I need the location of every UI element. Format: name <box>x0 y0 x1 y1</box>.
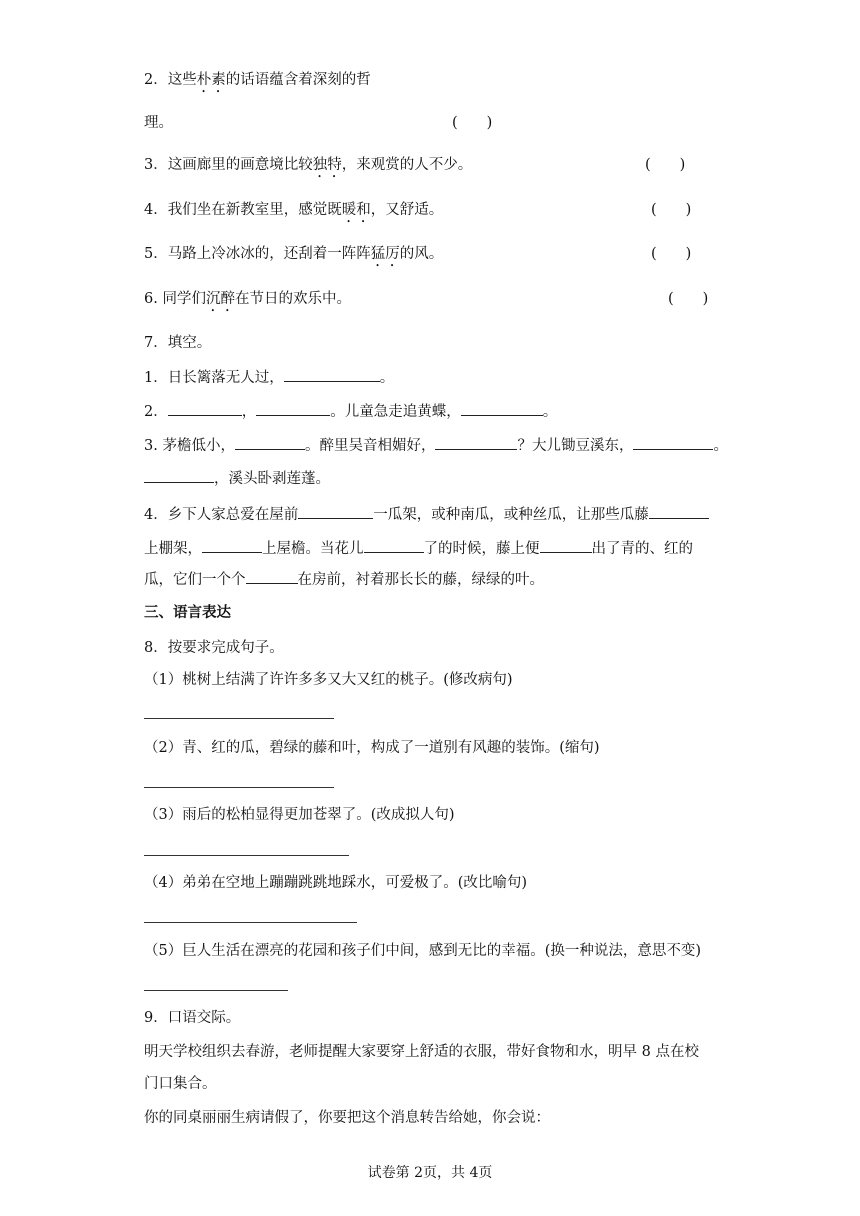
question-9-text: 明天学校组织去春游，老师提醒大家要穿上舒适的衣服，带好食物和水，明早 8 点在校 <box>144 1044 699 1060</box>
answer-parentheses[interactable]: ( ) <box>668 291 709 307</box>
question-3: 3．这画廊里的画意境比较独特，来观赏的人不少。 <box>144 157 473 173</box>
fill-line-2: 2． ， 。儿童急走追黄蝶， 。 <box>144 400 557 422</box>
answer-line[interactable] <box>144 922 357 923</box>
sentence-task-2: （2）青、红的瓜，碧绿的藤和叶，构成了一道别有风趣的装饰。(缩句) <box>144 740 600 756</box>
question-9-prompt: 你的同桌丽丽生病请假了，你要把这个消息转告给她，你会说： <box>144 1110 550 1126</box>
sentence-task-3: （3）雨后的松柏显得更加苍翠了。(改成拟人句) <box>144 807 455 823</box>
question-4: 4．我们坐在新教室里，感觉既暖和，又舒适。 <box>144 202 444 218</box>
answer-line[interactable] <box>144 855 349 856</box>
question-9-text: 门口集合。 <box>144 1076 217 1092</box>
emphasis-word: 独特 <box>312 157 342 173</box>
blank[interactable] <box>435 434 517 450</box>
sentence-task-5: （5）巨人生活在漂亮的花园和孩子们中间，感到无比的幸福。(换一种说法，意思不变) <box>144 943 702 959</box>
fill-line-6: 瓜，它们一个个 在房前，衬着那长长的藤，绿绿的叶。 <box>144 568 544 590</box>
blank[interactable] <box>461 400 543 416</box>
answer-line[interactable] <box>144 990 288 991</box>
fill-line-3: 3. 茅檐低小， 。醉里吴音相媚好， ？大儿锄豆溪东， 。 <box>144 434 728 456</box>
emphasis-word: 朴素 <box>196 72 226 88</box>
blank[interactable] <box>540 537 592 553</box>
question-2-continued: 理。 <box>144 115 173 131</box>
blank[interactable] <box>649 503 709 519</box>
section-heading: 三、语言表达 <box>144 604 231 621</box>
blank[interactable] <box>202 537 262 553</box>
fill-line-1: 1．日长篱落无人过， 。 <box>144 366 394 388</box>
question-6: 6. 同学们沉醉在节日的欢乐中。 <box>144 291 351 307</box>
answer-parentheses[interactable]: ( ) <box>651 246 692 262</box>
blank[interactable] <box>633 434 713 450</box>
fill-line-5: 上棚架， 上屋檐。当花儿 了的时候，藤上便 出了青的、红的 <box>144 537 693 559</box>
question-9-title: 9．口语交际。 <box>144 1010 241 1026</box>
page-footer: 试卷第 2页，共 4页 <box>367 1165 493 1181</box>
blank[interactable] <box>298 503 373 519</box>
sentence-task-1: （1）桃树上结满了许许多多又大又红的桃子。(修改病句) <box>144 672 513 688</box>
fill-line-3b: ，溪头卧剥莲蓬。 <box>144 467 330 489</box>
sentence-task-4: （4）弟弟在空地上蹦蹦跳跳地踩水，可爱极了。(改比喻句) <box>144 875 528 891</box>
fill-line-4: 4．乡下人家总爱在屋前 一瓜架，或种南瓜，或种丝瓜，让那些瓜藤 <box>144 503 709 525</box>
answer-parentheses[interactable]: ( ) <box>645 157 686 173</box>
blank[interactable] <box>284 366 380 382</box>
blank[interactable] <box>168 400 242 416</box>
blank[interactable] <box>246 568 298 584</box>
question-2: 2．这些朴素的话语蕴含着深刻的哲 <box>144 72 371 88</box>
question-7-title: 7．填空。 <box>144 335 212 351</box>
emphasis-word: 暖和 <box>341 202 371 218</box>
answer-parentheses[interactable]: ( ) <box>452 115 493 131</box>
emphasis-word: 沉醉 <box>205 291 235 307</box>
answer-line[interactable] <box>144 787 334 788</box>
blank[interactable] <box>235 434 305 450</box>
blank[interactable] <box>364 537 424 553</box>
answer-line[interactable] <box>144 718 334 719</box>
question-8-title: 8．按要求完成句子。 <box>144 640 284 656</box>
question-5: 5．马路上冷冰冰的，还刮着一阵阵猛厉的风。 <box>144 246 444 262</box>
blank[interactable] <box>144 467 214 483</box>
emphasis-word: 猛厉 <box>370 246 400 262</box>
blank[interactable] <box>256 400 330 416</box>
answer-parentheses[interactable]: ( ) <box>651 202 692 218</box>
